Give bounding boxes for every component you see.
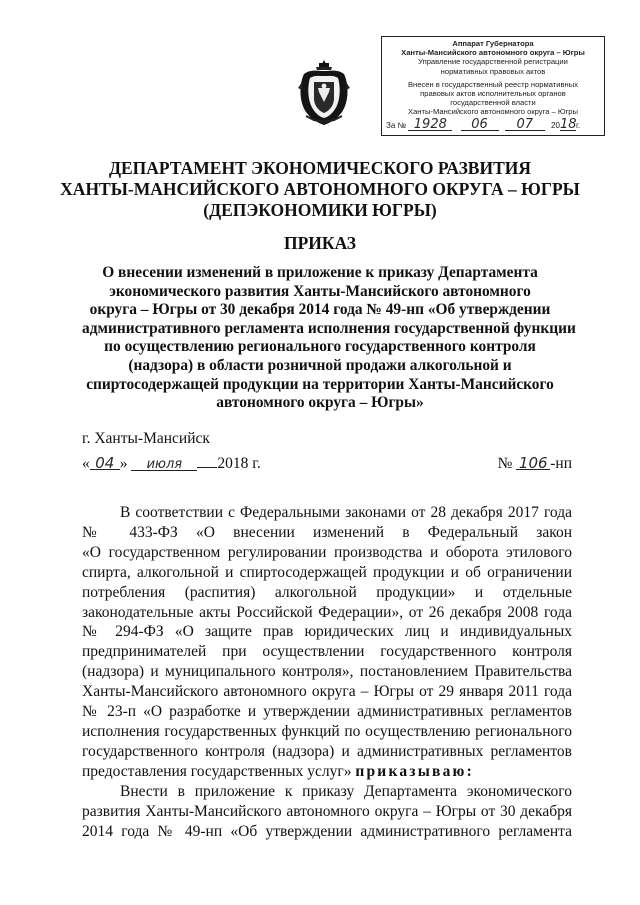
body-line: № 23-п «О разработке и утверждении административных регламентов [82,703,572,721]
body-line: (надзора) и муниципального контроля», постановлением Правительства [82,663,572,681]
stamp-reg-year-prefix: 20 [551,120,560,130]
stamp-line: правовых актов исполнительных органов [420,89,566,99]
stamp-reg-month: 07 [505,119,545,131]
title-line: округа – Югры от 30 декабря 2014 года № 49-нп «Об утверждении [89,301,551,319]
date-year: 2018 г. [217,455,261,472]
stamp-reg-prefix: За № [386,120,407,130]
stamp-reg-number: 1928 [408,119,452,131]
body-line: № 294-ФЗ «О защите прав юридических лиц и индивидуальных [82,623,572,641]
stamp-line: Аппарат Губернатора [452,39,534,48]
order-date [82,455,261,473]
body-line: исполнения государственных функций по осуществлению регионального [82,722,572,740]
stamp-line: Ханты-Мансийского автономного округа – Югры [401,48,585,58]
department-line: ДЕПАРТАМЕНТ ЭКОНОМИЧЕСКОГО РАЗВИТИЯ [108,158,532,178]
body-line: 2014 года № 49-нп «Об утверждении административного регламента [82,822,572,840]
title-line: (надзора) в области розничной продажи алкогольной и [128,356,512,374]
body-line: Внести в приложение к приказу Департамента экономического [120,782,572,800]
title-line: спиртосодержащей продукции на территории Ханты-Мансийского [86,375,554,393]
place-of-issue: г. Ханты-Мансийск [82,430,210,447]
body-line: В соответствии с Федеральными законами от 28 декабря 2017 года [120,504,572,521]
stamp-line: Внесен в государственный реестр нормативных [407,79,579,89]
date-month: июля [131,459,197,471]
coat-of-arms-icon [296,58,352,128]
stamp-line: Управление государственной регистрации [418,57,568,67]
department-heading [40,158,600,221]
stamp-line: нормативных правовых актов [440,66,546,76]
stamp-line: Ханты-Мансийского автономного округа – Югры [408,107,578,117]
body-line: потребления (распития) алкогольной продукции» и отдельные [82,583,572,601]
body-line: «О государственном регулировании производства и оборота этилового [82,543,572,561]
body-line: законодательные акты Российской Федерации», от 26 декабря 2008 года [82,603,572,621]
stamp-registration-line [386,116,600,132]
body-line: Ханты-Мансийского автономного округа – Югры от 29 января 2011 года [82,683,572,701]
number-value: 106 [516,458,550,470]
registration-stamp [381,36,605,136]
body-line-last [82,762,572,782]
stamp-reg-day: 06 [461,119,499,131]
title-line: экономического развития Ханты-Мансийского автономного [109,282,531,300]
body-line: развития Ханты-Мансийского автономного округа – Югры от 30 декабря [82,802,572,820]
date-quote: » [119,455,128,472]
number-suffix: -нп [550,455,572,472]
date-number-line [82,455,572,479]
number-prefix: № [497,455,513,472]
body-text: предоставления государственных услуг» [82,762,352,780]
date-day: 04 [90,458,120,470]
order-heading: ПРИКАЗ [283,233,357,253]
department-line: (ДЕПЭКОНОМИКИ ЮГРЫ) [203,200,437,220]
orders-keyword: приказываю: [355,762,474,780]
department-line: ХАНТЫ-МАНСИЙСКОГО АВТОНОМНОГО ОКРУГА – ЮГРЫ [60,179,580,199]
title-line: автономного округа – Югры» [216,394,424,412]
stamp-line: государственной власти [450,98,536,108]
title-line: административного регламента исполнения государственной функции [82,319,576,337]
body-line: № 433-ФЗ «О внесении изменений в Федеральный закон [82,523,572,541]
date-quote: « [82,455,90,472]
order-title [82,264,576,413]
title-line: О внесении изменений в приложение к приказу Департамента [102,264,538,281]
body-line: предпринимателей при осуществлении государственного контроля [82,643,572,661]
body-line: спирта, алкогольной и спиртосодержащей продукции и об ограничении [82,563,572,581]
stamp-reg-suffix: г. [575,120,581,130]
title-line: по осуществлению регионального государственного контроля [104,338,536,356]
order-body [82,503,572,841]
stamp-reg-year: 18 [559,116,577,132]
order-number [498,455,572,473]
body-line: государственного контроля (надзора) и административных регламентов [82,742,572,760]
